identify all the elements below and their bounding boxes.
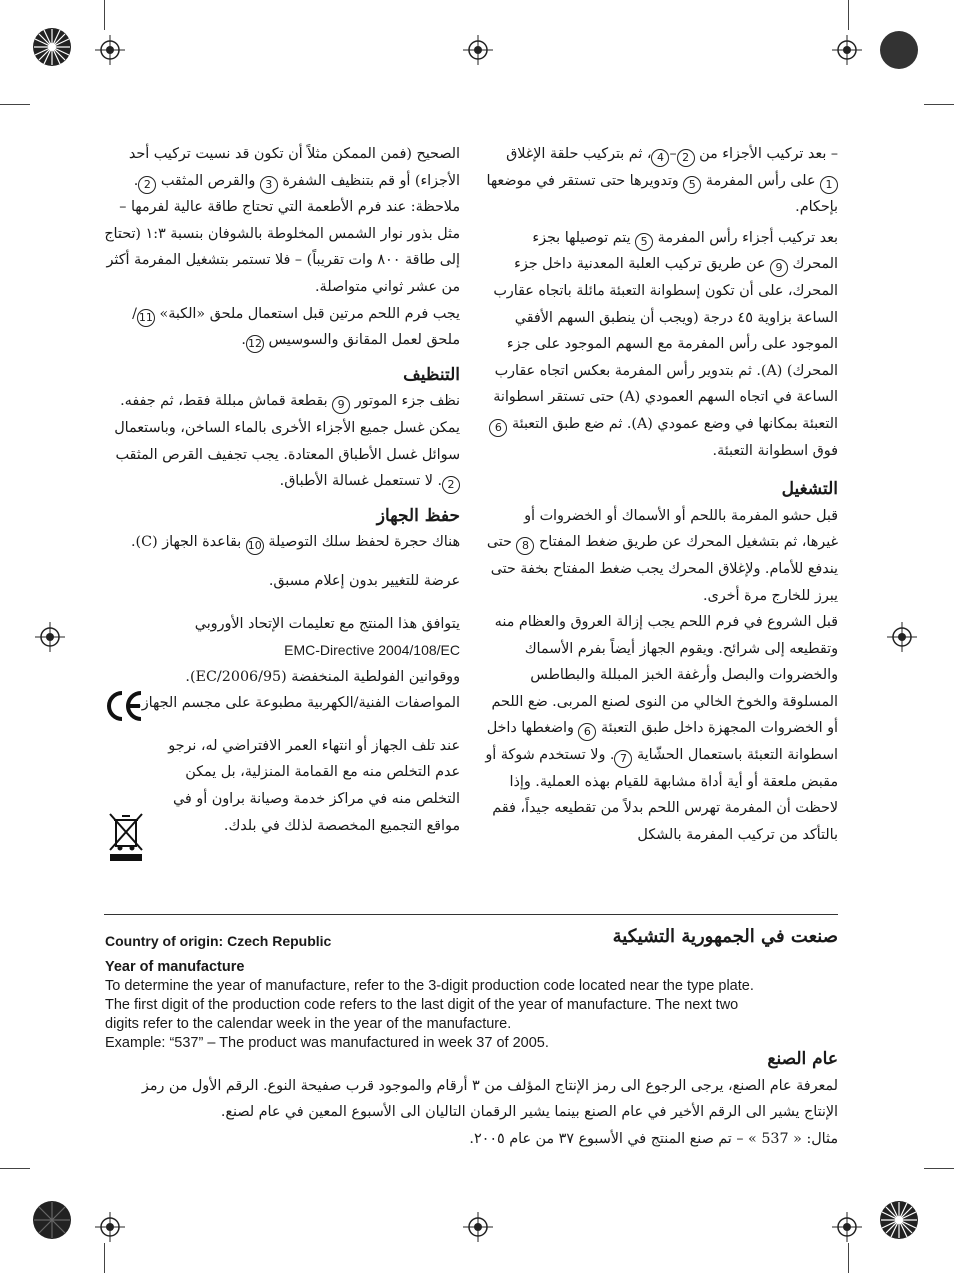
part-number: 4: [651, 149, 669, 167]
part-number: 2: [677, 149, 695, 167]
year-text-4: Example: “537” – The product was manufactured in week 37 of 2005.: [105, 1035, 549, 1051]
storage-paragraph: هناك حجرة لحفظ سلك التوصيلة 10 بقاعدة الجهاز (C).: [104, 529, 460, 556]
cleaning-heading: التنظيف: [403, 364, 460, 385]
part-number: 8: [516, 537, 534, 555]
registration-mark-icon: [832, 1212, 862, 1242]
disposal-paragraph: عند تلف الجهاز أو انتهاء العمر الافتراضي له، نرجو عدم التخلص منه مع القمامة المنزلية، بل يمكن التخلص منه في مراكز خدمة وصيانة براون أو في مواقع التجميع المخصصة لذلك في بلدك.: [168, 737, 460, 834]
part-number: 9: [770, 259, 788, 277]
year-text-1: To determine the year of manufacture, refer to the 3-digit production code located near the type plate.: [105, 978, 754, 994]
part-number: 9: [332, 396, 350, 414]
part-number: 11: [137, 309, 155, 327]
operation-paragraph-1: قبل حشو المفرمة باللحم أو الأسماك أو الخضروات أو غيرها، ثم بتشغيل المحرك عن طريق ضغط المفتاح 8 حتى يندفع للأمام. ولإغلاق المحرك يجب ضغط المفتاح بخفة حتى يبرز للخارج مرة أخرى.: [486, 507, 838, 604]
part-number: 2: [138, 176, 156, 194]
ce-text-4: المواصفات الفنية/الكهربية مطبوعة على مجسم الجهاز.: [137, 695, 460, 712]
year-of-manufacture-arabic: [104, 1046, 838, 1152]
kebbe-paragraph: يجب فرم اللحم مرتين قبل استعمال ملحق «الكبة» 11/ ملحق لعمل المقانق والسوسيس 12.: [104, 301, 460, 354]
ce-directive: EMC-Directive 2004/108/EC: [284, 642, 460, 659]
print-star-icon: [32, 1200, 72, 1240]
trim-line: [104, 1243, 105, 1273]
trim-line: [0, 1168, 30, 1169]
year-text-arabic-2: مثال: « 537 » – تم صنع المنتج في الأسبوع ٣٧ من عام ٢٠٠٥.: [469, 1130, 838, 1147]
section-divider: [104, 914, 838, 915]
part-number: 6: [578, 723, 596, 741]
ce-mark-icon: [106, 690, 144, 722]
part-number: 6: [489, 419, 507, 437]
change-notice: عرضة للتغيير بدون إعلام مسبق.: [268, 572, 460, 589]
registration-mark-icon: [95, 1212, 125, 1242]
part-number: 5: [635, 233, 653, 251]
operation-heading: التشغيل: [781, 479, 838, 500]
registration-mark-icon: [463, 35, 493, 65]
trim-line: [848, 0, 849, 30]
continued-paragraph: الصحيح (فمن الممكن مثلاً أن تكون قد نسيت تركيب أحد الأجزاء) أو قم بتنظيف الشفرة 3 والقرص المثقب 2.: [104, 141, 460, 194]
registration-mark-icon: [95, 35, 125, 65]
trim-line: [0, 104, 30, 105]
trim-line: [848, 1243, 849, 1273]
right-column: [484, 141, 838, 848]
storage-heading: حفظ الجهاز: [376, 505, 460, 526]
country-arabic: صنعت في الجمهورية التشيكية: [612, 926, 838, 947]
print-star-icon: [32, 27, 72, 67]
part-number: 7: [614, 750, 632, 768]
country-of-origin: Country of origin: Czech Republic: [105, 933, 332, 949]
part-number: 12: [246, 335, 264, 353]
year-text-3: digits refer to the calendar week in the year of the manufacture.: [105, 1016, 512, 1032]
assembly-paragraph-1: – بعد تركيب الأجزاء من 2–4، ثم بتركيب حلقة الإغلاق 1 على رأس المفرمة 5 وتدويرها حتى تستقر في موضعها بإحكام.: [486, 146, 838, 216]
crossed-bin-icon: [108, 812, 144, 862]
part-number: 2: [442, 476, 460, 494]
registration-mark-icon: [35, 622, 65, 652]
year-text-arabic-1: لمعرفة عام الصنع، يرجى الرجوع الى رمز الإنتاج المؤلف من ٣ أرقام والموجود قرب صفيحة النوع. الرقم الأول من رمز الإنتاج يشير الى الرقم الأخير في عام الصنع بينما يشير الرقمان التاليان الى الأسبوع المعين في عام لصنع.: [141, 1077, 838, 1121]
part-number: 5: [683, 176, 701, 194]
registration-mark-icon: [832, 35, 862, 65]
assembly-paragraph-2: بعد تركيب أجزاء رأس المفرمة 5 يتم توصيلها بجزء المحرك 9 عن طريق تركيب العلبة المعدنية داخل جزء المحرك، على أن تكون إسطوانة التعبئة مائلة باتجاه عقارب الساعة بزاوية ٤٥ درجة (ويجب أن ينطبق السهم الأفقي الموجود على رأس المفرمة مع السهم الموجود على جزء المحرك) (A). ثم بتدوير رأس المفرمة بعكس اتجاه عقارب الساعة في اتجاه السهم العمودي (A) حتى تستقر اسطوانة التعبئة بمكانها في وضع عمودي (A). ثم ضع طبق التعبئة 6 فوق اسطوانة التعبئة.: [484, 225, 838, 464]
ce-text-1: يتوافق هذا المنتج مع تعليمات الإتحاد الأوروبي: [194, 615, 460, 632]
ce-block: [158, 611, 460, 691]
registration-mark-icon: [463, 1212, 493, 1242]
left-column: [104, 141, 460, 839]
year-text-2: The first digit of the production code refers to the last digit of the year of manufacture. The next two: [105, 997, 739, 1013]
trim-line: [924, 1168, 954, 1169]
cleaning-paragraph: نظف جزء الموتور 9 بقطعة قماش مبللة فقط، ثم جففه. يمكن غسل جميع الأجزاء الأخرى بالماء الساخن، وباستعمال سوائل غسل الأطباق المعتادة. يجب تجفيف القرص المثقب 2. لا تستعمل غسالة الأطباق.: [104, 388, 460, 494]
trim-line: [104, 0, 105, 30]
year-heading: Year of manufacture: [105, 959, 245, 975]
print-star-icon: [879, 1200, 919, 1240]
print-dot-icon: [879, 30, 919, 70]
note-paragraph: ملاحظة: عند فرم الأطعمة التي تحتاج طاقة عالية لفرمها – مثل بذور نوار الشمس المخلوطة بالشوفان بنسبة ١:٣ (تحتاج إلى طاقة ٨٠٠ وات تقريباً) – فلا تستمر بتشغيل المفرمة أكثر من عشر ثواني متواصلة.: [104, 199, 460, 295]
trim-line: [924, 104, 954, 105]
ce-text-3: ووقوانين الفولطية المنخفضة (2006/95/EC).: [185, 668, 460, 685]
year-heading-arabic: عام الصنع: [767, 1049, 838, 1069]
operation-paragraph-2: قبل الشروع في فرم اللحم يجب إزالة العروق والعظام منه وتقطيعه إلى شرائح. ويقوم الجهاز أيضاً بفرم الأسماك والخضروات والبصل وأرغفة الخبز المبللة والبطاطس المسلوقة والخوخ الخالي من النوى لصنع المربى. ضع اللحم أو الخضروات المجهزة داخل طبق التعبئة 6 واضغطها داخل اسطوانة التعبئة باستعمال الحشّاية 7. ولا تستخدم شوكة أو مقبض ملعقة أو أية أداة مشابهة للقيام بهذه العملية. وإذا لاحظت أن المفرمة تهرس اللحم بدلاً من تقطيعه جيداً، فقم بالتأكد من تركيب المفرمة بالشكل: [485, 614, 838, 843]
year-of-manufacture-section: [105, 958, 840, 1053]
part-number: 3: [260, 176, 278, 194]
part-number: 1: [820, 176, 838, 194]
part-number: 10: [246, 537, 264, 555]
registration-mark-icon: [887, 622, 917, 652]
